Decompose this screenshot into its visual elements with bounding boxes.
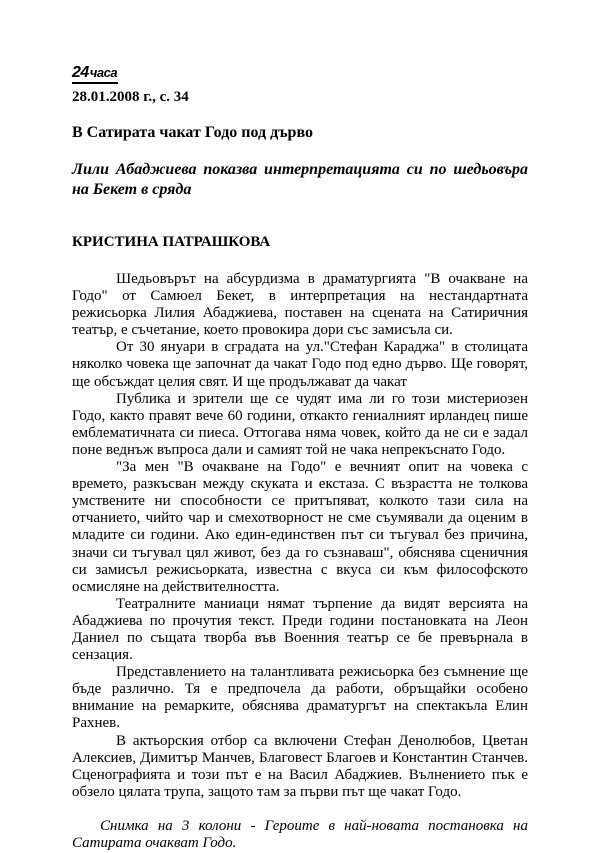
paragraph: От 30 януари в сградата на ул."Стефан Караджа" в столицата няколко човека ще започнат да чакат Годо под едно дърво. Ще говорят, ще обсъждат целия свят. И ще продължават да чакат <box>72 339 528 390</box>
logo-word: часа <box>89 65 118 80</box>
paragraph: Театралните маниаци нямат търпение да видят версията на Абаджиева по прочутия текст. Преди години постановката на Леон Даниел по същата творба във Военния театър се бе превърнала в сензация. <box>72 595 528 664</box>
photo-caption: Снимка на 3 колони - Героите в най-новата постановка на Сатирата очакват Годо. <box>72 817 528 852</box>
paragraph: Публика и зрители ще се чудят има ли го този мистериозен Годо, както правят вече 60 години, откакто гениалният ирландец пише емблематичната си пиеса. Оттогава няма човек, който да не си е задал поне веднъж въпроса дали и самият той не чака непрекъснато Годо. <box>72 390 528 458</box>
article-body <box>72 271 528 801</box>
paragraph: В актьорския отбор са включени Стефан Денолюбов, Цветан Алексиев, Димитър Манчев, Благовест Благоев и Константин Станчев. Сценографията и този път е на Васил Абаджиев. Вълнението пък е обзело цялата трупа, защото там за първи път ще чакат Годо. <box>72 732 528 800</box>
paragraph: Шедьовърът на абсурдизма в драматургията "В очакване на Годо" от Самюел Бекет, в интерпретация на нестандартната режисьорка Лилия Абаджиева, поставен на сцената на Сатиричния театър, е съчетание, което провокира дори със замисъла си. <box>72 271 528 339</box>
dateline: 28.01.2008 г., с. 34 <box>72 89 189 105</box>
article-subtitle: Лили Абаджиева показва интерпретацията си по шедьовъра на Бекет в сряда <box>72 161 528 198</box>
paragraph: Представлението на талантливата режисьорка без съмнение ще бъде различно. Тя е предпочела да работи, обръщайки особено внимание на ремарките, обяснява драматургът на спектакъла Елин Рахнев. <box>72 664 528 732</box>
paragraph: "За мен "В очакване на Годо" е вечният опит на човека с времето, разкъсван между скуката и екстаза. С възрастта не толкова умствените ни способности се притъпяват, колкото тази сила на отчанието, чийто чар и смехотворност не сме съумявали да оценим в младите си години. Ако един-единствен път си тъгувал без причина, значи си тъгувал цял живот, без да го съзнаваш", обяснява сценичния си замисъл режисьорката, известна с вкуса си към философското осмисляне на действителността. <box>72 459 528 595</box>
article-title: В Сатирата чакат Годо под дърво <box>72 124 313 141</box>
article-author: КРИСТИНА ПАТРАШКОВА <box>72 234 271 250</box>
document-page <box>72 64 528 853</box>
logo-number: 24 <box>72 64 89 81</box>
newspaper-logo <box>72 65 118 84</box>
